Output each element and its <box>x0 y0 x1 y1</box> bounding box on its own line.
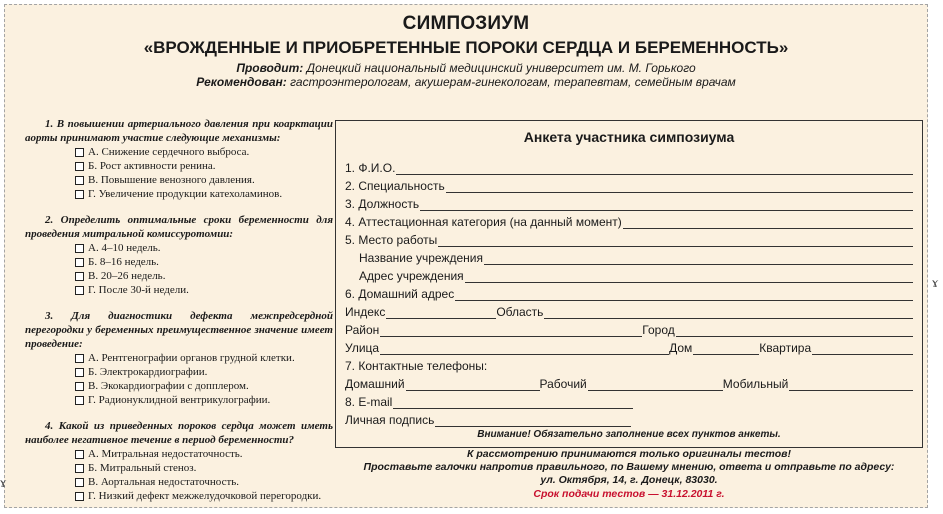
district-label: Район <box>345 323 380 337</box>
city-label: Город <box>642 323 675 337</box>
home-address-row <box>345 285 913 301</box>
index-region-row <box>345 303 913 319</box>
work-phone-label: Рабочий <box>539 377 587 391</box>
checkbox-icon[interactable] <box>75 492 84 501</box>
option-label: Б. 8–16 недель. <box>88 256 159 268</box>
option-label: В. Повышение венозного давления. <box>88 174 255 186</box>
checkbox-icon[interactable] <box>75 478 84 487</box>
footer-instructions: Проставьте галочки напротив правильного, по Вашему мнению, ответа и отправьте по адресу: <box>363 461 895 473</box>
checkbox-icon[interactable] <box>75 368 84 377</box>
scissors-mark-right: ɤ <box>932 276 939 291</box>
specialty-row <box>345 177 913 193</box>
checkbox-icon[interactable] <box>75 190 84 199</box>
org-name-field[interactable] <box>484 253 913 265</box>
region-label: Область <box>496 305 544 319</box>
checkbox-icon[interactable] <box>75 382 84 391</box>
option-label: Г. После 30-й недели. <box>88 284 189 296</box>
option-4a[interactable] <box>75 447 333 461</box>
question-3: 3. Для диагностики дефекта межпредсердной перегородки у беременных преимущественное значение имеет проведение: <box>25 310 333 350</box>
footer-address: ул. Октября, 14, г. Донецк, 83030. <box>540 474 718 486</box>
apartment-label: Квартира <box>759 341 812 355</box>
category-field[interactable] <box>623 217 913 229</box>
checkbox-icon[interactable] <box>75 286 84 295</box>
checkbox-icon[interactable] <box>75 272 84 281</box>
email-field[interactable] <box>393 397 633 409</box>
conductor-label: Проводит: <box>236 61 304 75</box>
org-name-label: Название учреждения <box>359 251 483 265</box>
recommended-value: гастроэнтерологам, акушерам-гинекологам, терапевтам, семейным врачам <box>290 75 736 89</box>
option-label: А. Митральная недостаточность. <box>88 448 243 460</box>
option-1b[interactable] <box>75 159 333 173</box>
email-row <box>345 393 913 409</box>
checkbox-icon[interactable] <box>75 464 84 473</box>
street-field[interactable] <box>380 343 669 355</box>
option-3b[interactable] <box>75 365 333 379</box>
footer-deadline: Срок подачи тестов — 31.12.2011 г. <box>533 488 725 500</box>
category-row <box>345 213 913 229</box>
home-phone-field[interactable] <box>406 379 540 391</box>
option-1c[interactable] <box>75 173 333 187</box>
conductor-line <box>5 61 927 75</box>
specialty-field[interactable] <box>446 181 913 193</box>
signature-row <box>345 411 913 427</box>
checkbox-icon[interactable] <box>75 396 84 405</box>
fio-field[interactable] <box>396 163 913 175</box>
fio-label: 1. Ф.И.О. <box>345 161 396 175</box>
option-label: В. Экокардиографии с допплером. <box>88 380 249 392</box>
scissors-mark-left: ɤ <box>0 476 7 491</box>
index-field[interactable] <box>386 307 496 319</box>
fio-row <box>345 159 913 175</box>
home-phone-label: Домашний <box>345 377 405 391</box>
option-4d[interactable] <box>75 489 333 503</box>
org-name-row <box>359 249 913 265</box>
category-label: 4. Аттестационная категория (на данный момент) <box>345 215 622 229</box>
symposium-sheet <box>4 4 928 508</box>
street-label: Улица <box>345 341 380 355</box>
option-3a[interactable] <box>75 351 333 365</box>
option-2c[interactable] <box>75 269 333 283</box>
phones-row <box>345 357 913 373</box>
option-label: А. 4–10 недель. <box>88 242 161 254</box>
signature-label: Личная подпись <box>345 413 435 427</box>
checkbox-icon[interactable] <box>75 162 84 171</box>
position-label: 3. Должность <box>345 197 420 211</box>
signature-field[interactable] <box>435 415 631 427</box>
position-row <box>345 195 913 211</box>
page-subtitle: «ВРОЖДЕННЫЕ И ПРИОБРЕТЕННЫЕ ПОРОКИ СЕРДЦА И БЕРЕМЕННОСТЬ» <box>143 38 789 57</box>
option-3c[interactable] <box>75 379 333 393</box>
participant-form <box>335 120 923 448</box>
org-address-field[interactable] <box>465 271 913 283</box>
option-4b[interactable] <box>75 461 333 475</box>
option-1d[interactable] <box>75 187 333 201</box>
option-label: А. Рентгенографии органов грудной клетки. <box>88 352 295 364</box>
form-warning: Внимание! Обязательно заполнение всех пунктов анкеты. <box>477 429 781 440</box>
phones-label: 7. Контактные телефоны: <box>345 359 488 373</box>
district-city-row <box>345 321 913 337</box>
home-address-field[interactable] <box>455 289 913 301</box>
option-4c[interactable] <box>75 475 333 489</box>
conductor-value: Донецкий национальный медицинский университет им. М. Горького <box>306 61 696 75</box>
option-label: Г. Увеличение продукции катехоламинов. <box>88 188 283 200</box>
option-label: Г. Низкий дефект межжелудочковой перегородки. <box>88 490 322 502</box>
question-1-options <box>75 145 333 201</box>
checkbox-icon[interactable] <box>75 176 84 185</box>
mobile-phone-label: Мобильный <box>722 377 789 391</box>
form-title: Анкета участника симпозиума <box>523 129 735 145</box>
option-label: В. 20–26 недель. <box>88 270 166 282</box>
district-field[interactable] <box>380 325 642 337</box>
test-questions <box>25 117 333 503</box>
index-label: Индекс <box>345 305 386 319</box>
email-label: 8. E-mail <box>345 395 393 409</box>
option-label: А. Снижение сердечного выброса. <box>88 146 250 158</box>
option-3d[interactable] <box>75 393 333 407</box>
page-title: СИМПОЗИУМ <box>402 13 530 34</box>
question-4-options <box>75 447 333 503</box>
specialty-label: 2. Специальность <box>345 179 445 193</box>
home-address-label: 6. Домашний адрес <box>345 287 455 301</box>
option-2a[interactable] <box>75 241 333 255</box>
checkbox-icon[interactable] <box>75 354 84 363</box>
question-1: 1. В повышении артериального давления при коарктации аорты принимают участие следующие механизмы: <box>25 118 333 144</box>
org-address-row <box>359 267 913 283</box>
option-label: Г. Радионуклидной вентрикулографии. <box>88 394 271 406</box>
option-label: Б. Электрокардиографии. <box>88 366 208 378</box>
checkbox-icon[interactable] <box>75 258 84 267</box>
option-2b[interactable] <box>75 255 333 269</box>
city-field[interactable] <box>676 325 913 337</box>
recommended-label: Рекомендован: <box>196 75 287 89</box>
org-address-label: Адрес учреждения <box>359 269 464 283</box>
option-1a[interactable] <box>75 145 333 159</box>
apartment-field[interactable] <box>812 343 913 355</box>
question-2: 2. Определить оптимальные сроки беременности для проведения митральной комиссуротомии: <box>25 214 333 240</box>
house-label: Дом <box>669 341 693 355</box>
recommended-line <box>5 75 927 89</box>
checkbox-icon[interactable] <box>75 450 84 459</box>
workplace-label: 5. Место работы <box>345 233 438 247</box>
option-2d[interactable] <box>75 283 333 297</box>
option-label: Б. Митральный стеноз. <box>88 462 197 474</box>
question-4: 4. Какой из приведенных пороков сердца может иметь наиболее негативное течение в период беременности? <box>25 420 333 446</box>
question-2-options <box>75 241 333 297</box>
workplace-row <box>345 231 913 247</box>
checkbox-icon[interactable] <box>75 244 84 253</box>
footer-originals-note: К рассмотрению принимаются только оригиналы тестов! <box>467 448 791 460</box>
mobile-phone-field[interactable] <box>789 379 913 391</box>
question-3-options <box>75 351 333 407</box>
street-row <box>345 339 913 355</box>
region-field[interactable] <box>544 307 913 319</box>
house-field[interactable] <box>693 343 759 355</box>
phone-numbers-row <box>345 375 913 391</box>
workplace-field[interactable] <box>438 235 913 247</box>
work-phone-field[interactable] <box>588 379 723 391</box>
option-label: Б. Рост активности ренина. <box>88 160 216 172</box>
position-field[interactable] <box>420 199 913 211</box>
option-label: В. Аортальная недостаточность. <box>88 476 240 488</box>
checkbox-icon[interactable] <box>75 148 84 157</box>
